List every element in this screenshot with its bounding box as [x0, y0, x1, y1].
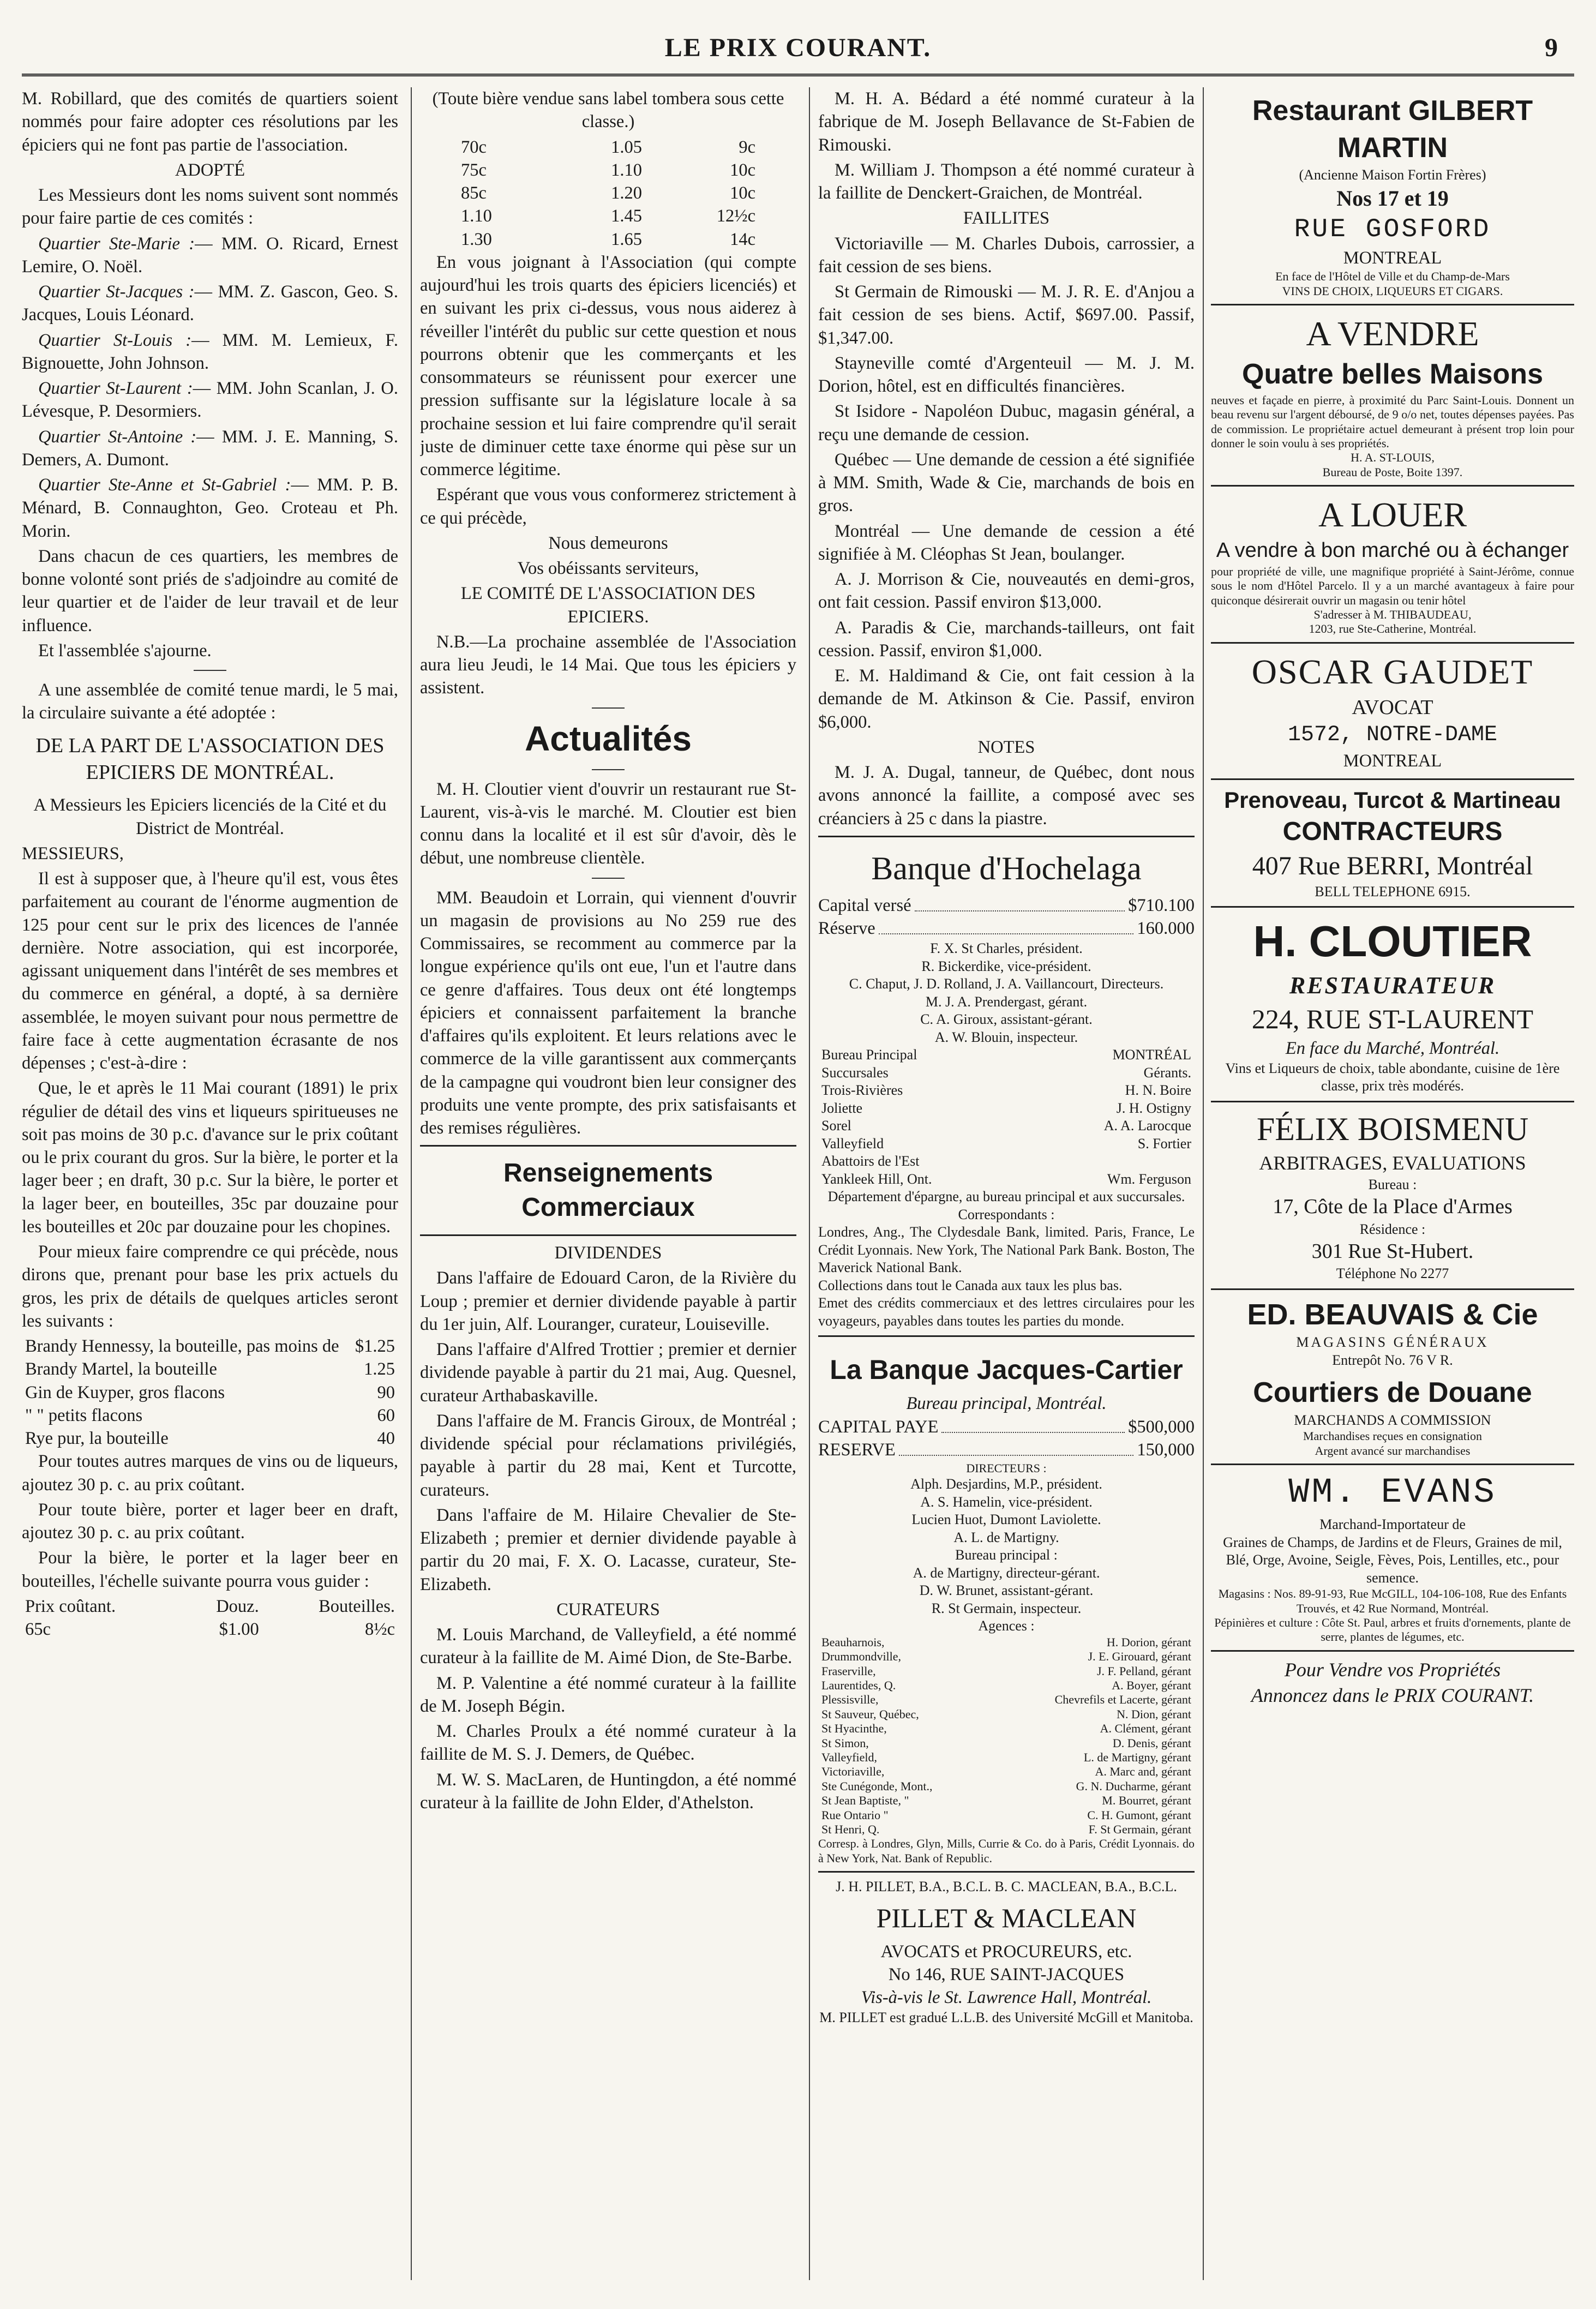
signature-line: Nous demeurons	[548, 533, 668, 553]
ad-title: WM. EVANS	[1288, 1473, 1497, 1513]
table-row: 1.30 1.65 14c	[461, 229, 755, 249]
officer: C. Chaput, J. D. Rolland, J. A. Vaillancourt, Directeurs.	[849, 976, 1164, 992]
paragraph: Pour mieux faire comprendre ce qui précède, nous dirons que, prenant pour base les prix actuels du gros, les prix de détails de quelques articles seront les suivants :	[22, 1242, 398, 1331]
ad-line: MONTREAL	[1343, 248, 1442, 268]
ad-line: DIRECTEURS :	[966, 1461, 1047, 1475]
ad-gilbert-martin	[1211, 87, 1574, 305]
table-row: Yankleek Hill, Ont. Wm. Ferguson	[821, 1171, 1191, 1187]
paragraph: M. Louis Marchand, de Valleyfield, a été nommé curateur à la faillite de M. Aimé Dion, de Ste-Barbe.	[420, 1625, 796, 1668]
ad-text: Vins et Liqueurs de choix, table abondante, cuisine de 1ère classe, prix très modérés.	[1225, 1060, 1560, 1094]
ad-line: 224, RUE ST-LAURENT	[1251, 1003, 1534, 1034]
newspaper-page	[22, 22, 1574, 2287]
ad-banque-jacques-cartier	[818, 1342, 1195, 1873]
ad-title: ED. BEAUVAIS & Cie	[1247, 1298, 1538, 1331]
ad-line: Résidence :	[1359, 1221, 1426, 1237]
staff: A. de Martigny, directeur-gérant.	[913, 1564, 1100, 1581]
paragraph: A. J. Morrison & Cie, nouveautés en demi-gros, ont fait cession. Passif environ $13,000.	[818, 569, 1195, 613]
list-item: Quartier Ste-Anne et St-Gabriel :— MM. P. B. Ménard, B. Connaughton, Geo. Croteau et Ph. Morin.	[22, 475, 398, 541]
ad-line: Bureau principal :	[955, 1547, 1058, 1563]
ad-line: En face de l'Hôtel de Ville et du Champ-de-Mars	[1275, 269, 1510, 284]
director: Lucien Huot, Dumont Laviolette.	[911, 1512, 1101, 1528]
signature-line: Vos obéissants serviteurs,	[517, 559, 699, 578]
officer: A. W. Blouin, inspecteur.	[934, 1029, 1078, 1045]
list-item: Quartier St-Laurent :— MM. John Scanlan, J. O. Lévesque, P. Desormiers.	[22, 379, 398, 422]
paragraph: Dans l'affaire de Edouard Caron, de la Rivière du Loup ; premier et dernier dividende payable à partir du 1er juin, Alf. Louranger, curateur, Louiseville.	[420, 1268, 796, 1334]
ad-line: 1572, NOTRE-DAME	[1287, 723, 1498, 748]
ad-line: Bureau :	[1368, 1176, 1417, 1192]
paragraph: Dans l'affaire de M. Hilaire Chevalier de Ste-Elizabeth ; premier et dernier dividende payable à partir du 20 mai, F. X. O. Lacasse, curateur, Ste-Elizabeth.	[420, 1505, 796, 1594]
ad-line: Annoncez dans le PRIX COURANT.	[1251, 1684, 1534, 1706]
ad-line: 301 Rue St-Hubert.	[1311, 1240, 1474, 1263]
ad-line: 1203, rue Ste-Catherine, Montréal.	[1309, 622, 1477, 636]
table-row: Beauharnois, H. Dorion, gérant	[821, 1635, 1191, 1649]
table-row: Joliette J. H. Ostigny	[821, 1100, 1191, 1116]
divider	[592, 878, 625, 879]
paragraph: Montréal — Une demande de cession a été signifiée à M. Cléophas St Jean, boulanger.	[818, 521, 1195, 564]
ad-wm-evans	[1211, 1465, 1574, 1652]
subheading-curateurs: CURATEURS	[556, 1599, 660, 1620]
paragraph: M. Charles Proulx a été nommé curateur à la faillite de M. S. J. Demers, de Québec.	[420, 1722, 796, 1765]
ad-line: Marchandises reçues en consignation	[1303, 1429, 1483, 1443]
paragraph: Dans l'affaire d'Alfred Trottier ; premier et dernier dividende payable à partir du 21 mai, Aug. Quesnel, curateur Arthabaskaville.	[420, 1340, 796, 1406]
ad-line: AVOCAT	[1352, 695, 1433, 719]
table-row: 85c 1.20 10c	[461, 183, 755, 203]
ad-line: J. H. PILLET, B.A., B.C.L. B. C. MACLEAN, B.A., B.C.L.	[836, 1879, 1177, 1895]
ad-a-vendre	[1211, 305, 1574, 487]
ad-title: PILLET & MACLEAN	[876, 1902, 1137, 1933]
subheading-faillites: FAILLITES	[963, 208, 1050, 229]
ad-oscar-gaudet	[1211, 644, 1574, 780]
ad-line: Réserve 160.000	[818, 917, 1195, 940]
ad-line: Bureau de Poste, Boite 1397.	[1322, 465, 1463, 479]
column-rule	[809, 87, 810, 2280]
ad-title: OSCAR GAUDET	[1251, 652, 1534, 691]
table-row: Brandy Hennessy, la bouteille, pas moins de $1.25	[25, 1336, 395, 1357]
branches-table	[818, 1046, 1195, 1188]
ad-line: RUE GOSFORD	[1294, 214, 1491, 244]
section-heading-actualites: Actualités	[525, 718, 692, 758]
ad-pillet-maclean	[818, 1873, 1195, 2032]
table-row: Trois-Rivières H. N. Boire	[821, 1082, 1191, 1099]
agencies-table	[818, 1635, 1195, 1837]
paragraph: St Germain de Rimouski — M. J. R. E. d'Anjou a fait cession de ses biens. Actif, $697.00. Passif, $1,347.00.	[818, 282, 1195, 348]
circular-title: DE LA PART DE L'ASSOCIATION DES EPICIERS DE MONTRÉAL.	[35, 734, 385, 784]
section-banner	[420, 1145, 796, 1236]
ad-line: Marchand-Importateur de	[1319, 1516, 1466, 1533]
officer: M. J. A. Prendergast, gérant.	[925, 993, 1088, 1010]
ad-text: neuves et façade en pierre, à proximité du Parc Saint-Louis. Donnent un beau revenu sur l'argent déboursé, de 9 o/o net, toutes dépenses payées. Pas de commission. Le propriétaire actuel demeurant à présent trop loin pour donner le soin voulu à ses propriétés.	[1211, 393, 1574, 451]
subheading-dividendes: DIVIDENDES	[554, 1243, 662, 1263]
table-row: Rue Ontario " C. H. Gumont, gérant	[821, 1808, 1191, 1822]
table-row: Rye pur, la bouteille 40	[25, 1429, 395, 1449]
signature-committee: LE COMITÉ DE L'ASSOCIATION DES EPICIERS.	[460, 584, 756, 627]
ad-line: Département d'épargne, au bureau principal et aux succursales.	[827, 1189, 1185, 1205]
paragraph: A. Paradis & Cie, marchands-tailleurs, ont fait cession. Passif, environ $1,000.	[818, 617, 1195, 661]
director: Alph. Desjardins, M.P., président.	[910, 1476, 1102, 1492]
paragraph: MM. Beaudoin et Lorrain, qui viennent d'ouvrir un magasin de provisions au No 259 rue des Commissaires, se recomment au commerce par la longue expérience qu'ils ont eue, l'un et l'autre dans ce genre d'affaires. Tous deux ont été longtemps épiciers et connaissent parfaitement la branche d'affaires qu'ils exploitent. Et leurs relations avec le commerce de la ville garantissent aux commerçants de la campagne qui voudront bien leur consigner des produits une vente prompte, des prix satisfaisants et des remises régulières.	[420, 887, 796, 1138]
ad-prenoveau	[1211, 780, 1574, 908]
table-row: " " petits flacons 60	[25, 1405, 395, 1425]
table-row: Sorel A. A. Larocque	[821, 1118, 1191, 1134]
ad-title: H. CLOUTIER	[1253, 917, 1532, 966]
director: A. S. Hamelin, vice-président.	[920, 1494, 1093, 1510]
nota-bene: N.B.—La prochaine assemblée de l'Association aura lieu Jeudi, le 14 Mai. Que tous les épiciers y assistent.	[420, 632, 796, 698]
ad-text: Graines de Champs, de Jardins et de Fleurs, Graines de mil, Blé, Orge, Avoine, Seigle, Fèves, Pois, Lentilles, etc., pour semence.	[1223, 1534, 1562, 1586]
ad-subtitle: A vendre à bon marché ou à échanger	[1216, 539, 1569, 562]
section-heading-renseignements: Renseignements Commerciaux	[503, 1159, 713, 1222]
ad-line: Pour Vendre vos Propriétés	[1284, 1658, 1501, 1681]
paragraph: Il est à supposer que, à l'heure qu'il est, vous êtes parfaitement au courant de l'énorme augmention de 125 pour cent sur le prix des licences de l'année dernière. Notre association, qui est incorporée, agissant uniquement dans l'intérêt de ses membres et du commerce en général, a dopté, à sa dernière assemblée, le moyen suivant pour nous permettre de faire face à cette augmentation écrasante de nos dépenses ; c'est-à-dire :	[22, 869, 398, 1073]
table-row: Laurentides, Q. A. Boyer, gérant	[821, 1678, 1191, 1693]
list-item: Quartier Ste-Marie :— MM. O. Ricard, Ernest Lemire, O. Noël.	[22, 233, 398, 277]
paragraph: Pour toute bière, porter et lager beer en draft, ajoutez 30 p. c. au prix coûtant.	[22, 1500, 398, 1543]
ad-line: VINS DE CHOIX, LIQUEURS ET CIGARS.	[1282, 284, 1503, 298]
paragraph: E. M. Haldimand & Cie, ont fait cession à la demande de M. Atkinson & Cie. Passif, environ $6,000.	[818, 666, 1195, 732]
circular-addressee: A Messieurs les Epiciers licenciés de la Cité et du District de Montréal.	[33, 795, 387, 838]
ad-felix-boismenu	[1211, 1102, 1574, 1290]
staff: D. W. Brunet, assistant-gérant.	[919, 1582, 1094, 1599]
ad-line: Nos 17 et 19	[1336, 185, 1449, 211]
paragraph: M. P. Valentine a été nommé curateur à la faillite de M. Joseph Bégin.	[420, 1673, 796, 1716]
salutation: MESSIEURS,	[22, 843, 124, 863]
column-2	[420, 87, 796, 2280]
masthead-title: LE PRIX COURANT.	[664, 33, 932, 62]
ad-line: En face du Marché, Montréal.	[1285, 1038, 1500, 1058]
ad-line: MONTREAL	[1343, 751, 1442, 771]
table-row: 1.10 1.45 12½c	[461, 206, 755, 226]
paragraph: Que, le et après le 11 Mai courant (1891) le prix régulier de détail des vins et liqueurs spiritueuses ne soit pas moins de 30 p.c. d'avance sur le prix coûtant ou le prix courant du gros. Sur la bière, le porter et la lager beer ; en draft, 30 p.c. Sur la bière, le porter et la lager beer, en bouteilles, 35c par douzaine pour les bouteilles et 20c par douzaine pour les chopines.	[22, 1078, 398, 1237]
ad-ed-beauvais	[1211, 1290, 1574, 1465]
ad-line: Londres, Ang., The Clydesdale Bank, limited. Paris, France, Le Crédit Lyonnais. New York, The National Park Bank. Boston, The Maverick National Bank.	[818, 1224, 1195, 1276]
ad-line: BELL TELEPHONE 6915.	[1315, 883, 1471, 899]
officer: C. A. Giroux, assistant-gérant.	[920, 1011, 1093, 1028]
divider	[194, 670, 226, 671]
ad-subtitle: Bureau principal, Montréal.	[906, 1394, 1107, 1414]
paragraph: St Isidore - Napoléon Dubuc, magasin général, a reçu une demande de cession.	[818, 401, 1195, 445]
ad-line: No 146, RUE SAINT-JACQUES	[888, 1964, 1125, 1984]
ad-subtitle: Quatre belles Maisons	[1242, 358, 1543, 391]
table-row: St Sauveur, Québec, N. Dion, gérant	[821, 1707, 1191, 1721]
column-rule	[1203, 87, 1204, 2280]
list-item: Quartier St-Jacques :— MM. Z. Gascon, Geo. S. Jacques, Louis Léonard.	[22, 282, 398, 325]
table-row: Brandy Martel, la bouteille 1.25	[25, 1359, 395, 1380]
paragraph: M. J. A. Dugal, tanneur, de Québec, dont nous avons annoncé la faillite, a composé avec ses créanciers à 25 c dans la piastre.	[818, 763, 1195, 829]
ad-title: FÉLIX BOISMENU	[1256, 1111, 1529, 1147]
ad-line: 407 Rue BERRI, Montréal	[1252, 851, 1533, 880]
table-row: Succursales Gérants.	[821, 1064, 1191, 1081]
column-3	[818, 87, 1195, 2280]
ad-line: MAGASINS GÉNÉRAUX	[1296, 1334, 1489, 1351]
divider	[592, 769, 625, 770]
ad-line: M. PILLET est gradué L.L.B. des Université McGill et Manitoba.	[819, 2010, 1193, 2026]
ad-subtitle: Courtiers de Douane	[1253, 1377, 1532, 1409]
ad-line: Correspondants :	[958, 1206, 1055, 1222]
scale-table	[22, 1595, 398, 1641]
ad-h-cloutier	[1211, 908, 1574, 1102]
ad-title: A LOUER	[1318, 495, 1467, 535]
quartiers-list	[22, 232, 398, 543]
ad-line: Vis-à-vis le St. Lawrence Hall, Montréal.	[861, 1988, 1152, 2008]
paragraph: Les Messieurs dont les noms suivent sont nommés pour faire partie de ces comités :	[22, 185, 398, 229]
ad-title: Banque d'Hochelaga	[871, 850, 1142, 886]
paragraph: M. H. A. Bédard a été nommé curateur à la fabrique de M. Joseph Bellavance de St-Fabien de Rimouski.	[818, 89, 1195, 155]
ad-line: CONTRACTEURS	[1282, 817, 1503, 847]
table-row: Valleyfield, L. de Martigny, gérant	[821, 1750, 1191, 1765]
paragraph: M. William J. Thompson a été nommé curateur à la faillite de Denckert-Graichen, de Montréal.	[818, 160, 1195, 203]
ad-line: (Ancienne Maison Fortin Frères)	[1299, 167, 1486, 183]
ad-line: Corresp. à Londres, Glyn, Mills, Currie & Co. do à Paris, Crédit Lyonnais. do à New York, Nat. Bank of Republic.	[818, 1837, 1195, 1865]
ad-line: Capital versé $710.100	[818, 894, 1195, 917]
table-row: Victoriaville, A. Marc and, gérant	[821, 1765, 1191, 1779]
ad-text: Pépinières et culture : Côte St. Paul, arbres et fruits d'ornements, plante de serre, plantes de légumes, etc.	[1214, 1616, 1571, 1644]
table-row: St Simon, D. Denis, gérant	[821, 1736, 1191, 1750]
officer: F. X. St Charles, président.	[930, 940, 1083, 957]
ad-line: H. A. ST-LOUIS,	[1351, 451, 1435, 465]
ad-line: S'adresser à M. THIBAUDEAU,	[1313, 607, 1472, 621]
table-header: Prix coûtant. Douz. Bouteilles.	[25, 1596, 395, 1616]
ad-title: Prenoveau, Turcot & Martineau	[1224, 787, 1561, 813]
table-row: 75c 1.10 10c	[461, 160, 755, 180]
ad-text: pour propriété de ville, une magnifique propriété à Saint-Jérôme, connue sous le nom d'Hôtel Parcelo. Il y a un marché avantageux à faire pour quiconque désirerait ouvrir un magasin ou tenir hôtel	[1211, 564, 1574, 607]
column-rule	[411, 87, 412, 2280]
page-number: 9	[1545, 33, 1558, 62]
paragraph: M. H. Cloutier vient d'ouvrir un restaurant rue St-Laurent, vis-à-vis le marché. M. Cloutier est bien connu dans la localité et il est sûr d'avoir, dès le début, une nombreuse clientèle.	[420, 779, 796, 868]
subheading-notes: NOTES	[977, 737, 1035, 757]
table-row: Bureau Principal MONTRÉAL	[821, 1047, 1191, 1063]
header-rule	[22, 74, 1574, 76]
table-row: St Hyacinthe, A. Clément, gérant	[821, 1722, 1191, 1736]
ad-text: Magasins : Nos. 89-91-93, Rue McGILL, 104-106-108, Rue des Enfants Trouvés, et 42 Rue Normand, Montréal.	[1218, 1587, 1567, 1615]
label-note: (Toute bière vendue sans label tombera sous cette classe.)	[432, 89, 784, 132]
paragraph: En vous joignant à l'Association (qui compte aujourd'hui les trois quarts des épiciers licenciés) et en suivant les prix ci-dessus, vous nous aiderez à réveiller l'intérêt du public sur cette question et nous pourrons obtenir que les commerçants et les consommateurs se réunissent pour exercer une pression suffisante sur la législature locale à sa prochaine session et lui faire comprendre qu'il serait juste de diminuer cette taxe énorme qui pèse sur un commerce légitime.	[420, 252, 796, 479]
ad-line: Entrepôt No. 76 V R.	[1332, 1352, 1453, 1368]
paragraph: Dans l'affaire de M. Francis Giroux, de Montréal ; dividende spécial pour réclamations privilégiés, payable à partir du 28 mai, Kent et Turcotte, curateurs.	[420, 1411, 796, 1500]
list-item: Quartier St-Antoine :— MM. J. E. Manning, S. Demers, A. Dumont.	[22, 427, 398, 470]
ad-line: 17, Côte de la Place d'Armes	[1273, 1195, 1513, 1219]
ad-line: ARBITRAGES, EVALUATIONS	[1259, 1151, 1526, 1174]
divider	[592, 707, 625, 709]
column-4	[1211, 87, 1574, 2280]
paragraph: Espérant que vous vous conformerez strictement à ce qui précède,	[420, 485, 796, 528]
ad-line: Emet des crédits commerciaux et des lettres circulaires pour les voyageurs, payables dans toutes les parties du monde.	[818, 1295, 1195, 1329]
ad-title: La Banque Jacques-Cartier	[830, 1354, 1183, 1386]
paragraph: Stayneville comté d'Argenteuil — M. J. M. Dorion, hôtel, est en difficultés financières.	[818, 353, 1195, 396]
table-row: 70c 1.05 9c	[461, 137, 755, 157]
ad-title: A VENDRE	[1306, 314, 1479, 353]
director: A. L. de Martigny.	[953, 1529, 1059, 1545]
table-row: Ste Cunégonde, Mont., G. N. Ducharme, gérant	[821, 1779, 1191, 1793]
paragraph: M. Robillard, que des comités de quartiers soient nommés pour faire adopter ces résolutions par les épiciers qui ne font pas partie de l'association.	[22, 89, 398, 155]
paragraph: Et l'assemblée s'ajourne.	[38, 640, 212, 661]
ad-line: AVOCATS et PROCUREURS, etc.	[880, 1941, 1132, 1962]
house-ad	[1211, 1652, 1574, 1708]
ad-line: MARCHANDS A COMMISSION	[1294, 1412, 1491, 1428]
ad-line: RESTAURATEUR	[1289, 972, 1496, 999]
price-table	[22, 1335, 398, 1450]
paragraph: Dans chacun de ces quartiers, les membres de bonne volonté sont priés de s'adjoindre au comité de leur quartier et de l'aider de leur travail et de leur influence.	[22, 546, 398, 635]
table-row: Drummondville, J. E. Girouard, gérant	[821, 1650, 1191, 1664]
table-row: Abattoirs de l'Est	[821, 1153, 920, 1170]
table-row: Valleyfield S. Fortier	[821, 1135, 1191, 1151]
paragraph: A une assemblée de comité tenue mardi, le 5 mai, la circulaire suivante a été adoptée :	[22, 680, 398, 723]
table-row: 65c $1.00 8½c	[25, 1620, 395, 1640]
ad-title: Restaurant GILBERT MARTIN	[1252, 95, 1533, 164]
ad-banque-hochelaga	[818, 836, 1195, 1338]
table-row: Plessisville, Chevrefils et Lacerte, gérant	[821, 1693, 1191, 1707]
ad-line: Agences :	[978, 1618, 1035, 1634]
page-header	[22, 33, 1574, 71]
scale-table-continued	[458, 136, 759, 251]
column-1	[22, 87, 398, 2280]
ad-a-louer	[1211, 487, 1574, 644]
paragraph: Pour la bière, le porter et la lager beer en bouteilles, l'échelle suivante pourra vous guider :	[22, 1548, 398, 1591]
staff: R. St Germain, inspecteur.	[931, 1600, 1082, 1616]
table-row: St Jean Baptiste, " M. Bourret, gérant	[821, 1794, 1191, 1808]
ad-line: Collections dans tout le Canada aux taux les plus bas.	[818, 1277, 1123, 1293]
ad-line: CAPITAL PAYE $500,000	[818, 1416, 1195, 1438]
subheading-adopte: ADOPTÉ	[175, 160, 245, 180]
paragraph: Québec — Une demande de cession a été signifiée à MM. Smith, Wade & Cie, marchands de bois en gros.	[818, 449, 1195, 516]
table-row: Fraserville, J. F. Pelland, gérant	[821, 1664, 1191, 1678]
officer: R. Bickerdike, vice-président.	[921, 958, 1091, 974]
ad-line: Téléphone No 2277	[1336, 1266, 1449, 1282]
paragraph: M. W. S. MacLaren, de Huntingdon, a été nommé curateur à la faillite de John Elder, d'Athelston.	[420, 1770, 796, 1813]
paragraph: Pour toutes autres marques de vins ou de liqueurs, ajoutez 30 p. c. au prix coûtant.	[22, 1452, 398, 1495]
paragraph: Victoriaville — M. Charles Dubois, carrossier, a fait cession de ses biens.	[818, 233, 1195, 277]
table-row: Gin de Kuyper, gros flacons 90	[25, 1382, 395, 1402]
ad-line: RESERVE 150,000	[818, 1438, 1195, 1461]
list-item: Quartier St-Louis :— MM. M. Lemieux, F. Bignouette, John Johnson.	[22, 330, 398, 373]
table-row: St Henri, Q. F. St Germain, gérant	[821, 1822, 1191, 1836]
ad-line: Argent avancé sur marchandises	[1315, 1443, 1471, 1458]
